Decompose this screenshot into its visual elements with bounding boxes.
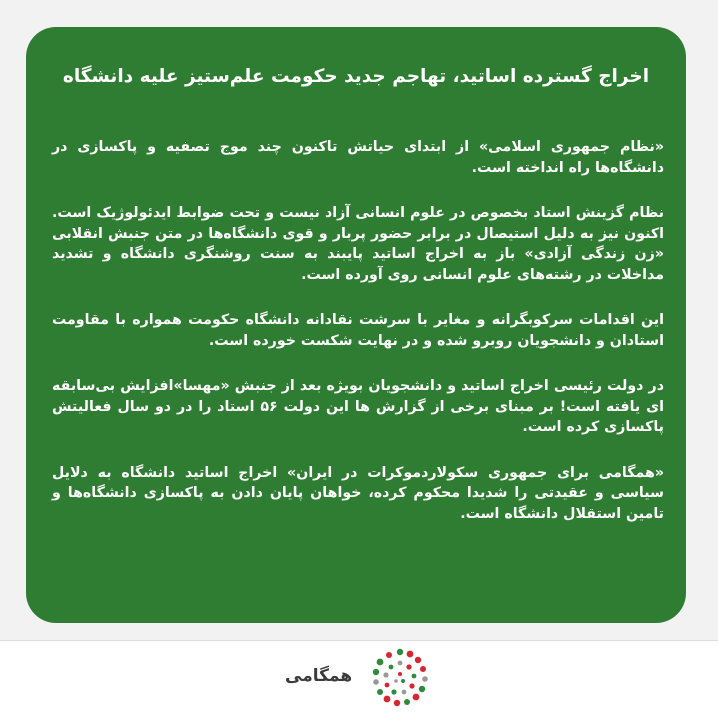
statement-title: اخراج گسترده اساتید، تهاجم جدید حکومت علم‌ستیز علیه دانشگاه [62, 66, 650, 87]
hamgami-dots-logo-icon [370, 647, 430, 709]
paragraph-4: در دولت رئیسی اخراج اساتید و دانشجویان بویژه بعد از جنبش «مهسا»افزایش بی‌سابقه ای یافته است! بر مبنای برخی از گزارش ها این دولت ۵۶ استاد را در دو سال فعالیتش پاکسازی کرده است. [52, 378, 664, 436]
paragraph-5: «همگامی برای جمهوری سکولاردموکرات در ایران» اخراج اساتید دانشگاه به دلایل سیاسی و عقیدتی را شدیدا محکوم کرده، خواهان پایان دادن به پاکسازی دانشگاه‌ها و تامین استقلال دانشگاه است. [52, 464, 664, 522]
statement-card [26, 27, 686, 623]
paragraph-3: این اقدامات سرکوبگرانه و مغایر با سرشت نقادانه دانشگاه حکومت همواره با مقاومت استادان و دانشجویان روبرو شده و در نهایت شکست خورده است. [52, 312, 664, 349]
brand-name: همگامی [285, 666, 353, 686]
footer [0, 641, 718, 718]
paragraph-1: «نظام جمهوری اسلامی» از ابتدای حیاتش تاکنون چند موج تصفیه و پاکسازی در دانشگاه‌ها راه انداخته است. [52, 139, 664, 176]
paragraph-2: نظام گزینش استاد بخصوص در علوم انسانی آزاد نیست و تحت ضوابط ایدئولوژیک است. اکنون نیز به دلیل استیصال در برابر حضور پربار و قوی دانشگاه‌ها در متن جنبش انقلابی «زن زندگی آزادی» باز به اخراج اساتید پایبند به سنت روشنگری دانشگاه و تشدید مداخلات در رشته‌های علوم انسانی روی آورده است. [52, 205, 664, 283]
